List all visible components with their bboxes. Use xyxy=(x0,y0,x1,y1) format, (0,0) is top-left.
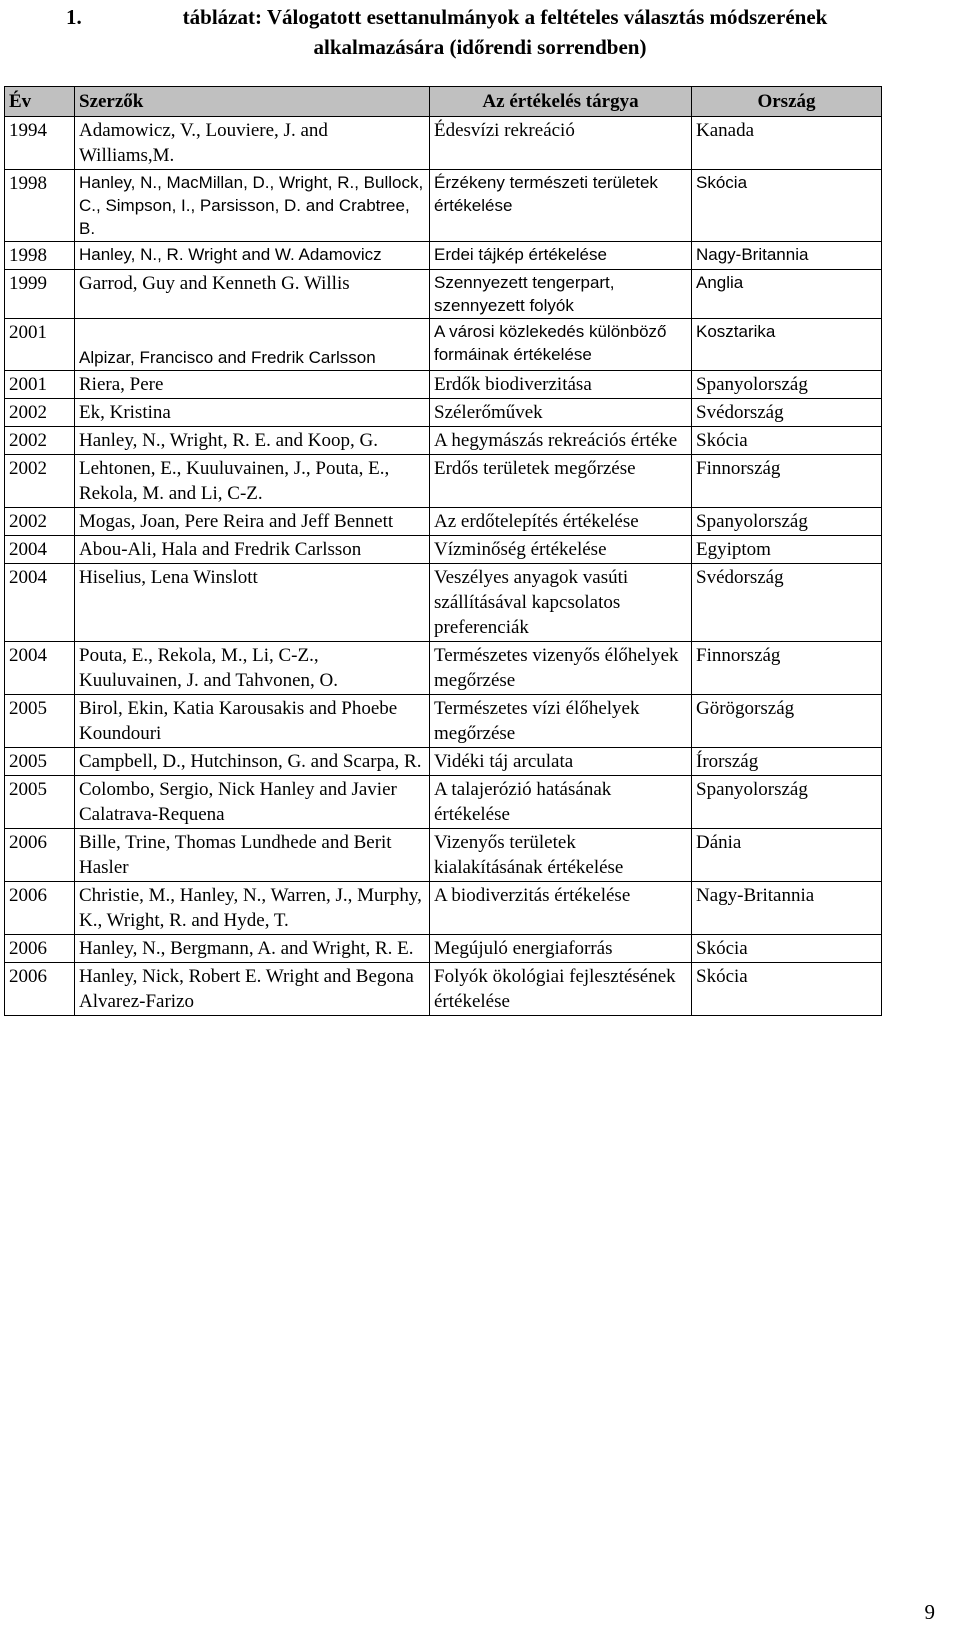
cell-year: 2006 xyxy=(5,935,75,963)
cell-subject: Folyók ökológiai fejlesztésének értékelése xyxy=(430,963,692,1016)
table-row xyxy=(5,748,882,776)
cell-country: Svédország xyxy=(692,564,882,642)
cell-authors: Campbell, D., Hutchinson, G. and Scarpa, R. xyxy=(75,748,430,776)
caption-line-2: alkalmazására (időrendi sorrendben) xyxy=(313,35,647,59)
header-country: Ország xyxy=(692,87,882,117)
cell-year: 1998 xyxy=(5,170,75,242)
table-row xyxy=(5,170,882,242)
cell-authors: Riera, Pere xyxy=(75,371,430,399)
cell-year: 2006 xyxy=(5,882,75,935)
cell-country: Spanyolország xyxy=(692,371,882,399)
cell-country: Skócia xyxy=(692,427,882,455)
cell-authors: Hanley, N., Wright, R. E. and Koop, G. xyxy=(75,427,430,455)
cell-country: Finnország xyxy=(692,455,882,508)
table-row xyxy=(5,829,882,882)
cell-country: Skócia xyxy=(692,935,882,963)
table-row xyxy=(5,776,882,829)
cell-country: Egyiptom xyxy=(692,536,882,564)
cell-year: 2002 xyxy=(5,455,75,508)
cell-authors: Bille, Trine, Thomas Lundhede and Berit Hasler xyxy=(75,829,430,882)
cell-authors: Hanley, N., MacMillan, D., Wright, R., Bullock, C., Simpson, I., Parsisson, D. and Crabtree, B. xyxy=(75,170,430,242)
cell-country: Írország xyxy=(692,748,882,776)
cell-subject: A talajerózió hatásának értékelése xyxy=(430,776,692,829)
table-row xyxy=(5,536,882,564)
cell-subject: Vizenyős területek kialakításának értékelése xyxy=(430,829,692,882)
cell-country: Finnország xyxy=(692,642,882,695)
cell-year: 1994 xyxy=(5,117,75,170)
table-row xyxy=(5,270,882,319)
caption-number: 1. xyxy=(66,5,82,29)
cell-year: 2005 xyxy=(5,695,75,748)
cell-country: Nagy-Britannia xyxy=(692,242,882,270)
cell-country: Nagy-Britannia xyxy=(692,882,882,935)
cell-year: 2006 xyxy=(5,829,75,882)
cell-authors: Alpizar, Francisco and Fredrik Carlsson xyxy=(75,319,430,371)
cell-subject: Erdei tájkép értékelése xyxy=(430,242,692,270)
cell-authors: Mogas, Joan, Pere Reira and Jeff Bennett xyxy=(75,508,430,536)
cell-country: Spanyolország xyxy=(692,776,882,829)
cell-year: 2006 xyxy=(5,963,75,1016)
cell-subject: Megújuló energiaforrás xyxy=(430,935,692,963)
cell-authors: Hiselius, Lena Winslott xyxy=(75,564,430,642)
header-subject: Az értékelés tárgya xyxy=(430,87,692,117)
cell-year: 2005 xyxy=(5,748,75,776)
cell-year: 2005 xyxy=(5,776,75,829)
cell-year: 1998 xyxy=(5,242,75,270)
table-header-row xyxy=(5,87,882,117)
cell-subject: Természetes vízi élőhelyek megőrzése xyxy=(430,695,692,748)
cell-subject: Erdők biodiverzitása xyxy=(430,371,692,399)
cell-country: Kosztarika xyxy=(692,319,882,371)
cell-country: Skócia xyxy=(692,963,882,1016)
header-authors: Szerzők xyxy=(75,87,430,117)
cell-subject: A városi közlekedés különböző formáinak értékelése xyxy=(430,319,692,371)
table-row xyxy=(5,882,882,935)
cell-subject: Szélerőművek xyxy=(430,399,692,427)
cell-authors: Adamowicz, V., Louviere, J. and Williams,M. xyxy=(75,117,430,170)
cell-authors: Colombo, Sergio, Nick Hanley and Javier Calatrava-Requena xyxy=(75,776,430,829)
cell-year: 2001 xyxy=(5,319,75,371)
cell-year: 2004 xyxy=(5,536,75,564)
cell-country: Skócia xyxy=(692,170,882,242)
caption-line-1: táblázat: Válogatott esettanulmányok a feltételes választás módszerének xyxy=(182,5,828,29)
cell-subject: A biodiverzitás értékelése xyxy=(430,882,692,935)
cell-year: 2002 xyxy=(5,508,75,536)
cell-year: 1999 xyxy=(5,270,75,319)
cell-subject: Az erdőtelepítés értékelése xyxy=(430,508,692,536)
table-row xyxy=(5,564,882,642)
table-row xyxy=(5,399,882,427)
page-number: 9 xyxy=(924,1600,935,1624)
table-row xyxy=(5,117,882,170)
cell-subject: Vidéki táj arculata xyxy=(430,748,692,776)
cell-subject: Erdős területek megőrzése xyxy=(430,455,692,508)
table-row xyxy=(5,695,882,748)
cell-authors: Hanley, N., Bergmann, A. and Wright, R. E. xyxy=(75,935,430,963)
table-row xyxy=(5,935,882,963)
table-row xyxy=(5,508,882,536)
cell-subject: A hegymászás rekreációs értéke xyxy=(430,427,692,455)
cell-country: Anglia xyxy=(692,270,882,319)
cell-subject: Veszélyes anyagok vasúti szállításával kapcsolatos preferenciák xyxy=(430,564,692,642)
cell-authors: Birol, Ekin, Katia Karousakis and Phoebe Koundouri xyxy=(75,695,430,748)
case-studies-table xyxy=(4,86,882,1016)
cell-authors: Lehtonen, E., Kuuluvainen, J., Pouta, E., Rekola, M. and Li, C-Z. xyxy=(75,455,430,508)
cell-country: Spanyolország xyxy=(692,508,882,536)
table-row xyxy=(5,455,882,508)
cell-country: Görögország xyxy=(692,695,882,748)
cell-year: 2004 xyxy=(5,564,75,642)
table-row xyxy=(5,963,882,1016)
table-row xyxy=(5,427,882,455)
cell-year: 2004 xyxy=(5,642,75,695)
cell-authors: Pouta, E., Rekola, M., Li, C-Z., Kuuluvainen, J. and Tahvonen, O. xyxy=(75,642,430,695)
cell-authors: Hanley, N., R. Wright and W. Adamovicz xyxy=(75,242,430,270)
cell-authors: Christie, M., Hanley, N., Warren, J., Murphy, K., Wright, R. and Hyde, T. xyxy=(75,882,430,935)
table-row xyxy=(5,371,882,399)
cell-year: 2001 xyxy=(5,371,75,399)
cell-authors: Hanley, Nick, Robert E. Wright and Begona Alvarez-Farizo xyxy=(75,963,430,1016)
cell-authors: Garrod, Guy and Kenneth G. Willis xyxy=(75,270,430,319)
header-year: Év xyxy=(5,87,75,117)
table-row xyxy=(5,319,882,371)
cell-subject: Érzékeny természeti területek értékelése xyxy=(430,170,692,242)
cell-country: Svédország xyxy=(692,399,882,427)
cell-subject: Természetes vizenyős élőhelyek megőrzése xyxy=(430,642,692,695)
cell-year: 2002 xyxy=(5,399,75,427)
table-row xyxy=(5,642,882,695)
cell-authors: Ek, Kristina xyxy=(75,399,430,427)
table-caption xyxy=(40,2,920,62)
table-row xyxy=(5,242,882,270)
cell-subject: Édesvízi rekreáció xyxy=(430,117,692,170)
cell-subject: Szennyezett tengerpart, szennyezett folyók xyxy=(430,270,692,319)
cell-subject: Vízminőség értékelése xyxy=(430,536,692,564)
cell-country: Dánia xyxy=(692,829,882,882)
cell-authors: Abou-Ali, Hala and Fredrik Carlsson xyxy=(75,536,430,564)
cell-country: Kanada xyxy=(692,117,882,170)
cell-year: 2002 xyxy=(5,427,75,455)
